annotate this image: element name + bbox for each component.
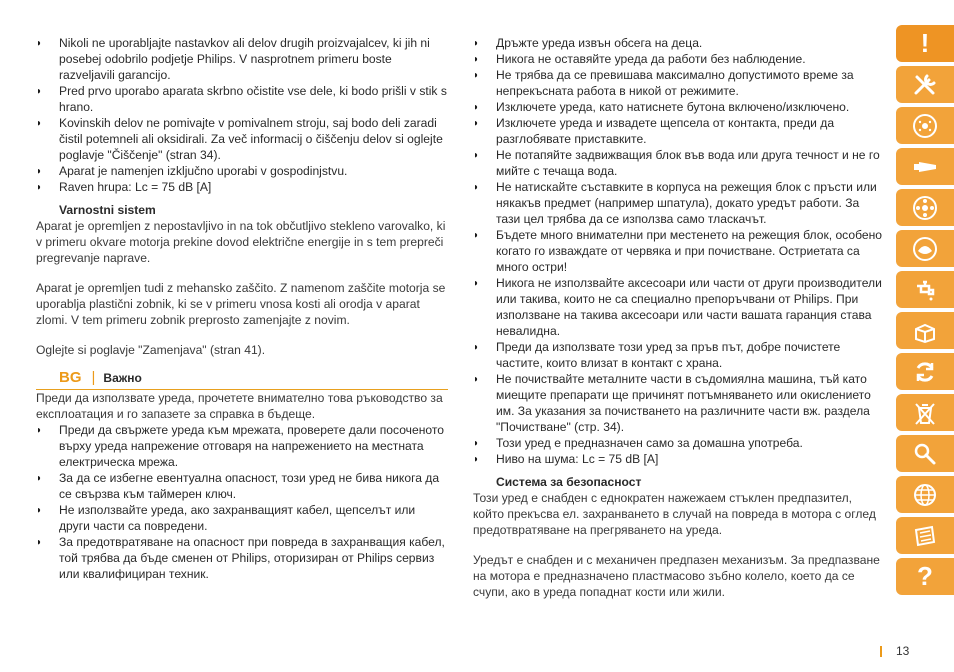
bullet-icon: ◗ [473, 182, 480, 193]
list-item: ◗ Pred prvo uporabo aparata skrbno očistite vse dele, ki bodo prišli v stik s hrano. [36, 84, 447, 114]
list-item: ◗ Не използвайте уреда, ако захранващият кабел, щепселът или други части са повредени. [36, 503, 416, 533]
list-item: ◗ Този уред е предназначен само за домашна употреба. [473, 436, 803, 450]
tools-icon [911, 71, 939, 99]
grinding-disc-icon [911, 112, 939, 140]
bullet-icon: ◗ [473, 102, 480, 113]
kebbe-icon [911, 235, 939, 263]
list-item: ◗ Не потапяйте задвижващия блок във вода или друга течност и не го мийте с течаща вода. [473, 148, 880, 178]
list-item: ◗ Kovinskih delov ne pomivajte v pomivalnem stroju, saj bodo deli zaradi čistil potemneli ali oksidirali. Za več informacij o čiščenju delov si oglejte poglavje "Čiščenje" (stran 34). [36, 116, 443, 162]
section-title: Важно [103, 371, 142, 385]
bullet-icon: ◗ [36, 166, 43, 177]
list-item: ◗ Не натискайте съставките в корпуса на режещия блок с пръсти или някакъв предмет (например шпатула), докато уредът работи. За тази цел трябва да се използва само тласкачът. [473, 180, 877, 226]
safety-paragraph: Уредът е снабден и с механичен предпазен механизъм. За предпазване на мотора е предназначено пластмасово зъбно колело, което да се счупи, ако в уреда попаднат кости или жили. [473, 553, 880, 599]
list-item: ◗ Не почиствайте металните части в съдомиялна машина, тъй като миещите препарати ще причинят потъмняването или окислението им. За указания за почистването на различните части вж. раздела "Почистване" (стр. 34). [473, 372, 871, 434]
list-item: ◗ За предотвратяване на опасност при повреда в захранващия кабел, той трябва да бъде сменен от Philips, оторизиран от Philips сервиз или квалифициран техник. [36, 535, 445, 581]
list-item: ◗ За да се избегне евентуална опасност, този уред не бива никога да се свързва към таймерен ключ. [36, 471, 440, 501]
bullet-icon: ◗ [473, 278, 480, 289]
tab-important[interactable] [896, 25, 954, 62]
bullet-icon: ◗ [36, 86, 43, 97]
bullet-icon: ◗ [36, 38, 43, 49]
question-icon: ? [917, 561, 933, 591]
booklet-icon [911, 522, 939, 550]
safety-heading-bg: Система за безопасност [496, 475, 642, 489]
bullet-icon: ◗ [473, 118, 480, 129]
tab-kebbe[interactable] [896, 230, 954, 267]
bullet-icon: ◗ [36, 118, 43, 129]
page-number-text: 13 [896, 644, 910, 658]
tab-environment[interactable] [896, 394, 954, 431]
safety-paragraph: Aparat je opremljen z nepostavljivo in na tok občutljivo stekleno varovalko, ki v primeru okvare motorja prekine dovod električne energije in s tem prepreči pregrevanje naprave. [36, 219, 446, 265]
bullet-icon: ◗ [473, 70, 480, 81]
list-item: ◗ Бъдете много внимателни при местенето на режещия блок, особено когато го изваждате от червяка и при почистване. Остриетата са много остри! [473, 228, 883, 274]
bullet-icon: ◗ [473, 54, 480, 65]
list-item: ◗ Aparat je namenjen izključno uporabi v gospodinjstvu. [36, 164, 348, 178]
list-item: ◗ Изключете уреда и извадете щепсела от контакта, преди да разглобявате приставките. [473, 116, 835, 146]
list-item: ◗ Nikoli ne uporabljajte nastavkov ali delov drugih proizvajalcev, ki jih ni posebej odobrilo podjetje Philips. V nasprotnem primeru boste razveljavili garancijo. [36, 36, 430, 82]
bullet-icon: ◗ [473, 454, 480, 465]
reference-paragraph: Oglejte si poglavje "Zamenjava" (stran 41). [36, 343, 266, 357]
bullet-icon: ◗ [36, 473, 43, 484]
tab-replacement[interactable] [896, 353, 954, 390]
page-number [880, 644, 909, 658]
bullet-icon: ◗ [473, 342, 480, 353]
language-separator: | [91, 369, 96, 386]
crossed-bin-icon [911, 399, 939, 427]
intro-paragraph: Преди да използвате уреда, прочетете внимателно това ръководство за експлоатация и го запазете за справка в бъдеще. [36, 391, 443, 421]
page-number-bar [880, 646, 882, 657]
list-item: ◗ Преди да използвате този уред за пръв път, добре почистете частите, които влизат в контакт с храна. [473, 340, 841, 370]
sausage-horn-icon [911, 153, 939, 181]
tab-guarantee[interactable] [896, 476, 954, 513]
list-item: ◗ Преди да свържете уреда към мрежата, проверете дали посоченото върху уреда напрежение отговаря на напрежението на местната електрическа мрежа. [36, 423, 444, 469]
list-item: ◗ Никога не оставяйте уреда да работи без наблюдение. [473, 52, 806, 66]
language-section-header [36, 367, 448, 390]
bullet-icon: ◗ [36, 505, 43, 516]
bullet-icon: ◗ [36, 182, 43, 193]
language-code: BG [59, 369, 82, 386]
globe-icon [911, 481, 939, 509]
tab-grinding-disc[interactable] [896, 107, 954, 144]
bg-caution-list [473, 35, 885, 467]
tab-sausage-horn[interactable] [896, 148, 954, 185]
tab-coarse-disc[interactable] [896, 189, 954, 226]
left-column [36, 35, 448, 582]
magnifier-icon [911, 440, 939, 468]
list-item: ◗ Изключете уреда, като натиснете бутона включено/изключено. [473, 100, 850, 114]
bg-warning-list [36, 422, 448, 582]
tab-troubleshooting[interactable] [896, 435, 954, 472]
bullet-icon: ◗ [473, 38, 480, 49]
bullet-icon: ◗ [473, 230, 480, 241]
bullet-icon: ◗ [36, 425, 43, 436]
right-column [473, 35, 885, 600]
safety-paragraph: Този уред е снабден с еднократен нажежаем стъклен предпазител, който прекъсва ел. захранването в случай на повреда в мотора с оглед предотвратяване на прегряването на уреда. [473, 491, 876, 537]
tab-tools[interactable] [896, 66, 954, 103]
bullet-icon: ◗ [473, 438, 480, 449]
list-item: ◗ Никога не използвайте аксесоари или части от други производители или такива, които не са специално препоръчвани от Philips. При използване на такива аксесоари или части вашата гаранция става невалидна. [473, 276, 882, 338]
bullet-icon: ◗ [473, 150, 480, 161]
list-item: ◗ Raven hrupa: Lc = 75 dB [A] [36, 180, 212, 194]
section-tab-strip [896, 25, 954, 599]
list-item: ◗ Не трябва да се превишава максимално допустимото време за непрекъсната работа в никой от режимите. [473, 68, 854, 98]
bullet-icon: ◗ [473, 374, 480, 385]
safety-paragraph: Aparat je opremljen tudi z mehansko zaščito. Z namenom zaščite motorja se uporablja plastični zobnik, ki se v primeru vnosa kosti ali orodja v aparat zlomi. V tem primeru zobnik preprosto zamenjajte z novim. [36, 281, 446, 327]
bullet-icon: ◗ [36, 537, 43, 548]
safety-heading-si: Varnostni sistem [59, 203, 156, 217]
si-warning-list [36, 35, 448, 195]
tab-storage[interactable] [896, 312, 954, 349]
storage-box-icon [911, 317, 939, 345]
tab-questions[interactable] [896, 558, 954, 595]
recycle-icon [911, 358, 939, 386]
exclamation-icon: ! [920, 28, 930, 58]
list-item: ◗ Ниво на шума: Lc = 75 dB [A] [473, 452, 659, 466]
tab-cleaning[interactable] [896, 271, 954, 308]
coarse-disc-icon [911, 194, 939, 222]
faucet-icon [911, 276, 939, 304]
list-item: ◗ Дръжте уреда извън обсега на деца. [473, 36, 703, 50]
tab-recipes[interactable] [896, 517, 954, 554]
